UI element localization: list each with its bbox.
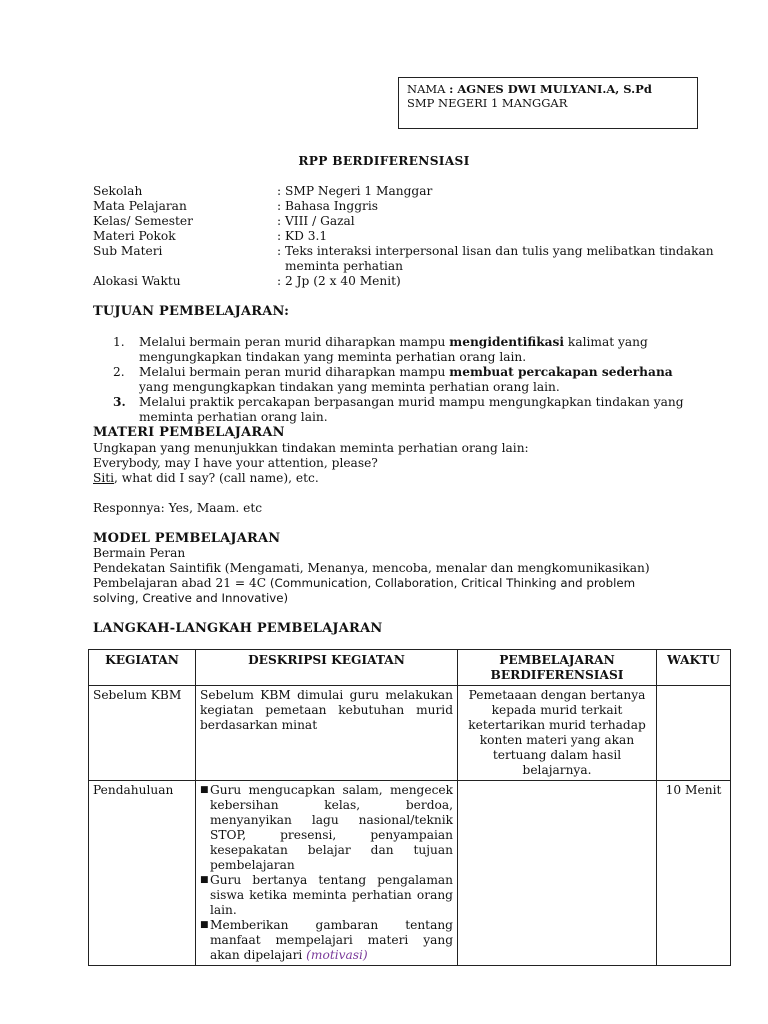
table-cell: 10 Menit: [657, 781, 731, 966]
table-cell: Pendahuluan: [89, 781, 196, 966]
langkah-table: [88, 649, 731, 966]
info-value: 2 Jp (2 x 40 Menit): [285, 274, 401, 288]
page-title: RPP BERDIFERENSIASI: [298, 154, 470, 168]
list-item: 1. Melalui bermain peran murid diharapkan mampu mengidentifikasi kalimat yang mengungkapkan tindakan yang meminta perhatian orang lain.: [113, 335, 648, 364]
name-label: NAMA: [407, 82, 446, 96]
table-cell: [657, 686, 731, 781]
info-label: Sekolah: [93, 184, 143, 198]
info-value: VIII / Gazal: [285, 214, 355, 228]
info-row-materi-pokok: Materi Pokok : KD 3.1: [93, 229, 733, 244]
school-name: SMP NEGERI 1 MANGGAR: [407, 96, 568, 110]
name-box: [398, 77, 698, 129]
list-item: ■ Guru mengucapkan salam, mengecek kebersihan kelas, berdoa, menyanyikan lagu nasional/teknik STOP, presensi, penyampaian kesepakatan belajar dan tujuan pembelajaran: [200, 783, 453, 872]
column-header: DESKRIPSI KEGIATAN: [196, 650, 458, 686]
info-row-sekolah: Sekolah : SMP Negeri 1 Manggar: [93, 184, 733, 199]
table-row: [89, 781, 731, 966]
model-line: Bermain Peran: [93, 546, 186, 560]
tujuan-heading: TUJUAN PEMBELAJARAN:: [93, 304, 290, 319]
info-value: Bahasa Inggris: [285, 199, 378, 213]
info-table: [93, 184, 733, 289]
list-item: ■ Guru bertanya tentang pengalaman siswa ketika meminta perhatian orang lain.: [200, 873, 453, 917]
tujuan-list: [113, 335, 693, 425]
info-row-mapel: Mata Pelajaran : Bahasa Inggris: [93, 199, 733, 214]
motivasi-label: (motivasi): [306, 948, 368, 962]
materi-line: Ungkapan yang menunjukkan tindakan meminta perhatian orang lain:: [93, 441, 529, 455]
list-item: 2. Melalui bermain peran murid diharapkan mampu membuat percakapan sederhana yang mengungkapkan tindakan yang meminta perhatian orang lain.: [113, 365, 673, 394]
materi-line: Siti, what did I say? (call name), etc.: [93, 471, 319, 485]
column-header: PEMBELAJARAN BERDIFERENSIASI: [458, 650, 657, 686]
list-item: ■ Memberikan gambaran tentang manfaat mempelajari materi yang akan dipelajari (motivasi): [200, 918, 453, 962]
table-cell: Sebelum KBM dimulai guru melakukan kegiatan pemetaan kebutuhan murid berdasarkan minat: [196, 686, 458, 781]
model-heading: MODEL PEMBELAJARAN: [93, 531, 281, 546]
model-line: Pembelajaran abad 21 = 4C (Communication, Collaboration, Critical Thinking and problem solving, Creative and Innovative): [93, 576, 636, 605]
table-cell: [458, 781, 657, 966]
bullet-list: [200, 783, 453, 963]
info-row-kelas: Kelas/ Semester : VIII / Gazal: [93, 214, 733, 229]
table-cell: Sebelum KBM: [89, 686, 196, 781]
info-label: Sub Materi: [93, 244, 163, 258]
info-label: Kelas/ Semester: [93, 214, 193, 228]
materi-body: [93, 441, 693, 516]
table-header-row: [89, 650, 731, 686]
model-body: [93, 546, 683, 606]
materi-heading: MATERI PEMBELAJARAN: [93, 425, 285, 440]
name-value: : AGNES DWI MULYANI.A, S.Pd: [449, 82, 652, 96]
table-cell: Pemetaaan dengan bertanya kepada murid terkait ketertarikan murid terhadap konten materi yang akan tertuang dalam hasil belajarnya.: [458, 686, 657, 781]
list-item: 3. Melalui praktik percakapan berpasangan murid mampu mengungkapkan tindakan yang meminta perhatian orang lain.: [113, 395, 684, 424]
info-row-alokasi: Alokasi Waktu : 2 Jp (2 x 40 Menit): [93, 274, 733, 289]
info-value: KD 3.1: [285, 229, 328, 243]
langkah-heading: LANGKAH-LANGKAH PEMBELAJARAN: [93, 621, 383, 636]
materi-line: Everybody, may I have your attention, please?: [93, 456, 378, 470]
table-cell: [196, 781, 458, 966]
column-header: WAKTU: [657, 650, 731, 686]
model-line: Pendekatan Saintifik (Mengamati, Menanya, mencoba, menalar dan mengkomunikasikan): [93, 561, 650, 575]
info-label: Alokasi Waktu: [93, 274, 181, 288]
info-value: SMP Negeri 1 Manggar: [285, 184, 433, 198]
table-row: [89, 686, 731, 781]
info-label: Mata Pelajaran: [93, 199, 187, 213]
column-header: KEGIATAN: [89, 650, 196, 686]
materi-response: Responnya: Yes, Maam. etc: [93, 501, 263, 515]
info-row-sub-materi: Sub Materi : Teks interaksi interpersonal lisan dan tulis yang melibatkan tindakan meminta perhatian: [93, 244, 733, 274]
info-label: Materi Pokok: [93, 229, 176, 243]
info-value: Teks interaksi interpersonal lisan dan tulis yang melibatkan tindakan meminta perhatian: [285, 244, 714, 273]
name-line: [407, 82, 689, 96]
